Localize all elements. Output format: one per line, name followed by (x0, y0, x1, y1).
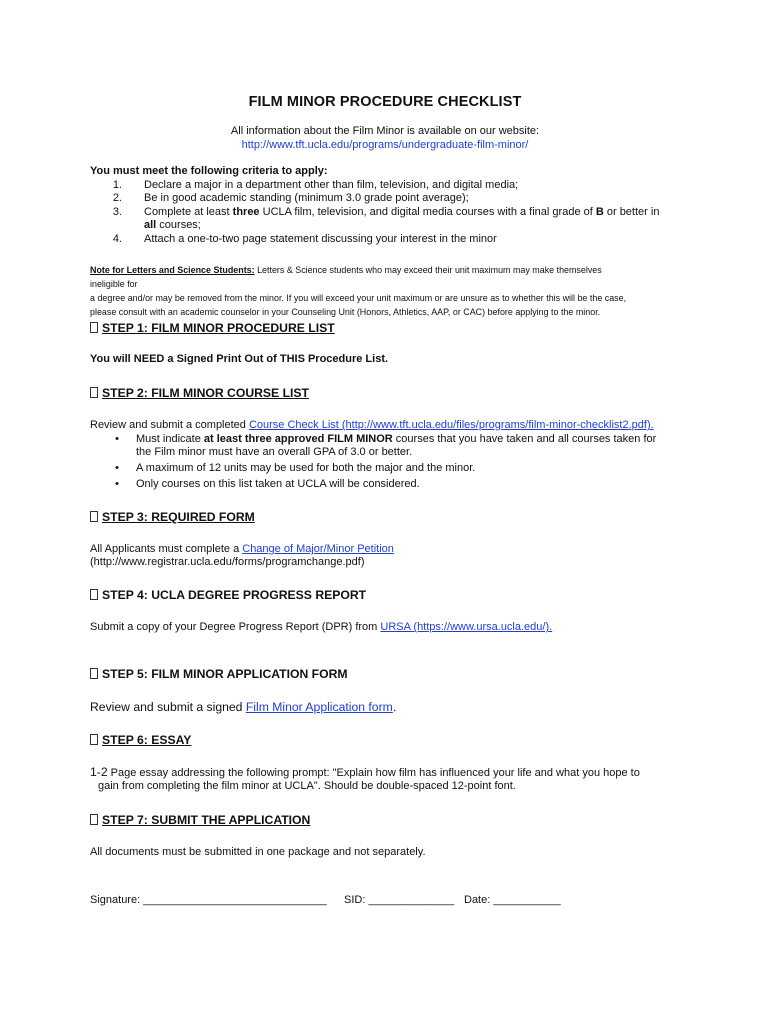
step-5-heading: STEP 5: FILM MINOR APPLICATION FORM (90, 667, 348, 681)
step-1-heading: STEP 1: FILM MINOR PROCEDURE LIST (90, 321, 335, 335)
checkbox[interactable] (90, 322, 98, 333)
checkbox[interactable] (90, 589, 98, 600)
note-text: a degree and/or may be removed from the minor. If you will exceed your unit maximum or are unsure as to whether this will be the case, (90, 293, 627, 304)
note-text: please consult with an academic counselor in your Counseling Unit (Honors, Athletics, AAP, or CAC) before applying to the minor. (90, 307, 601, 318)
step-3-body: All Applicants must complete a Change of Major/Minor Petition (90, 543, 394, 555)
note-text: Letters & Science students who may exceed their unit maximum may make themselves ineligible for (90, 265, 602, 290)
step-2-intro: Review and submit a completed Course Check List (http://www.tft.ucla.edu/files/programs/film-minor-checklist2.pdf). (90, 419, 654, 431)
checkbox[interactable] (90, 734, 98, 745)
criteria-number: 3. (112, 206, 122, 218)
signature-field[interactable]: Signature: ______________________________ (90, 894, 327, 906)
ursa-link[interactable]: URSA (https://www.ursa.ucla.edu/). (380, 621, 553, 633)
step-6-body-continued: gain from completing the film minor at UCLA". Should be double-spaced 12-point font. (98, 780, 516, 792)
step-6-body: 1-2 Page essay addressing the following prompt: "Explain how film has influenced your life and what you hope to (90, 765, 640, 779)
document-page: FILM MINOR PROCEDURE CHECKLIST All information about the Film Minor is available on our website: http://www.tft.ucla.edu/programs/undergraduate-film-minor/ You must meet the following criteria to apply: 1. Declare a major in a department other than film, television, and digital media; 2. Be in good academic standing (minimum 3.0 grade point average); 3. Complete at least three UCLA film, television, and digital media courses with a final grade of B or better in all courses; 4. Attach a one-to-two page statement discussing your interest in the minor Note for Letters and Science Students: Letters & Science students who may exceed their unit maximum may make themselves ineligible for a degree and/or may be removed from the minor. If you will exceed your unit maximum or are unsure as to whether this will be the case, please consult with an academic counselor in your Counseling Unit (Honors, Athletics, AAP, or CAC) before applying to the minor. STEP 1: FILM MINOR PROCEDURE LIST You will NEED a Signed Print Out of THIS Procedure List. STEP 2: FILM MINOR COURSE LIST Review and submit a completed Course Check List (http://www.tft.ucla.edu/files/programs/film-minor-checklist2.pdf). • Must indicate at least three approved FILM MINOR courses that you have taken and all courses taken for the Film minor must have an overall GPA of 3.0 or better. • A maximum of 12 units may be used for both the major and the minor. • Only courses on this list taken at UCLA will be considered. STEP 3: REQUIRED FORM All Applicants must complete a Change of Major/Minor Petition (http://www.registrar.ucla.edu/forms/programchange.pdf) STEP 4: UCLA DEGREE PROGRESS REPORT Submit a copy of your Degree Progress Report (DPR) from URSA (https://www.ursa.ucla.edu/). STEP 5: FILM MINOR APPLICATION FORM Review and submit a signed Film Minor Application form. STEP 6: ESSAY 1-2 Page essay addressing the following prompt: "Explain how film has influenced your life and what you hope to gain from completing the film minor at UCLA". Should be double-spaced 12-point font. STEP 7: SUBMIT THE APPLICATION All documents must be submitted in one package and not separately. Signature: ______________________________ SID: ______________ Date: ___________ (0, 0, 770, 1024)
sid-field[interactable]: SID: ______________ (344, 894, 455, 906)
bullet-icon: • (115, 433, 119, 445)
page-title: FILM MINOR PROCEDURE CHECKLIST (248, 94, 522, 110)
website-link[interactable]: http://www.tft.ucla.edu/programs/undergraduate-film-minor/ (241, 139, 529, 151)
criteria-number: 4. (112, 233, 122, 245)
step-2-heading: STEP 2: FILM MINOR COURSE LIST (90, 386, 309, 400)
step-4-body: Submit a copy of your Degree Progress Report (DPR) from URSA (https://www.ursa.ucla.edu/). (90, 621, 553, 633)
step-5-body: Review and submit a signed Film Minor Application form. (90, 700, 397, 714)
note-heading: Note for Letters and Science Students: (90, 265, 255, 276)
step-3-heading: STEP 3: REQUIRED FORM (90, 510, 255, 524)
course-check-list-link[interactable]: Course Check List (http://www.tft.ucla.edu/files/programs/film-minor-checklist2.pdf). (248, 419, 654, 431)
application-form-link[interactable]: Film Minor Application form (245, 700, 393, 714)
date-field[interactable]: Date: ___________ (464, 894, 561, 906)
intro-text: All information about the Film Minor is available on our website: (230, 125, 540, 137)
checkbox[interactable] (90, 668, 98, 679)
criteria-text: Declare a major in a department other than film, television, and digital media; (144, 179, 519, 191)
criteria-text: Be in good academic standing (minimum 3.0 grade point average); (144, 192, 469, 204)
step-1-body: You will NEED a Signed Print Out of THIS Procedure List. (90, 353, 389, 365)
criteria-number: 1. (112, 179, 122, 191)
criteria-text: all courses; (144, 219, 201, 231)
criteria-number: 2. (112, 192, 122, 204)
step-7-heading: STEP 7: SUBMIT THE APPLICATION (90, 813, 310, 827)
criteria-text: Complete at least three UCLA film, television, and digital media courses with a final grade of B or better in (144, 206, 660, 218)
checkbox[interactable] (90, 814, 98, 825)
change-petition-link[interactable]: Change of Major/Minor Petition (242, 543, 394, 555)
step-4-heading: STEP 4: UCLA DEGREE PROGRESS REPORT (90, 588, 366, 602)
step-3-url: (http://www.registrar.ucla.edu/forms/programchange.pdf) (90, 556, 365, 568)
criteria-heading: You must meet the following criteria to apply: (90, 165, 328, 177)
criteria-text: Attach a one-to-two page statement discussing your interest in the minor (144, 233, 497, 245)
step-7-body: All documents must be submitted in one package and not separately. (90, 846, 426, 858)
checkbox[interactable] (90, 387, 98, 398)
bullet-icon: • (115, 462, 119, 474)
step-6-heading: STEP 6: ESSAY (90, 733, 191, 747)
checkbox[interactable] (90, 511, 98, 522)
bullet-icon: • (115, 478, 119, 490)
ls-note (90, 264, 639, 320)
